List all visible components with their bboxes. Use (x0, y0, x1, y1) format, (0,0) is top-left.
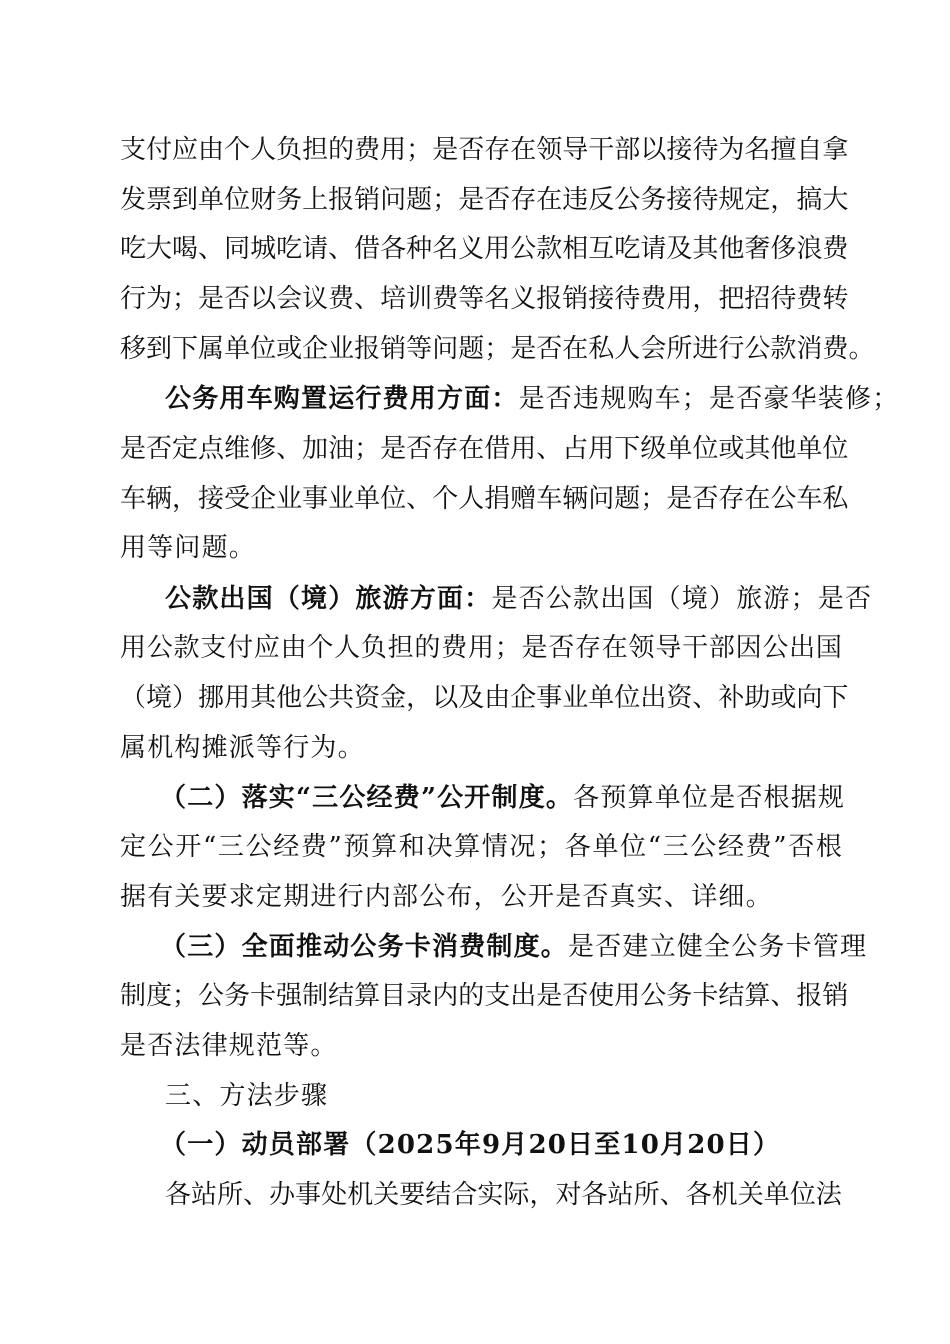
paragraph-line: 是否法律规范等。 (120, 1031, 338, 1061)
paragraph-line: 行 为 ； 是 否 以 会 议 费 、 培 训 费 等 名 义 报 销 接 待 费 用 ， 把 招 待 费 转 (120, 284, 849, 314)
paragraph-lead: （三）全面推动公务卡消费制度。 (160, 932, 569, 962)
paragraph-line: 吃 大 喝 、 同 城 吃 请 、 借 各 种 名 义 用 公 款 相 互 吃 请 及 其 他 奢 侈 浪 费 (120, 234, 849, 264)
paragraph-lead: （二）落实“三公经费”公开制度。 (160, 783, 574, 813)
paragraph-line (160, 924, 868, 970)
paragraph-text: 各预算单位是否根据规 (573, 783, 846, 813)
paragraph-line: 属机构摊派等行为。 (120, 733, 365, 763)
paragraph-line: 是 否 定 点 维 修 、 加 油 ； 是 否 存 在 借 用 、 占 用 下 级 单 位 或 其 他 单 位 (120, 434, 849, 464)
subsection-heading: （一）动员部署（2025年9月20日至10月20日） (160, 1130, 781, 1160)
paragraph-text: 是否违规购车；是否豪华装修； (518, 384, 900, 414)
paragraph-line: 用 公 款 支 付 应 由 个 人 负 担 的 费 用 ； 是 否 存 在 领 导 干 部 因 公 出 国 (120, 633, 842, 663)
paragraph-line: 制 度 ； 公 务 卡 强 制 结 算 目 录 内 的 支 出 是 否 使 用 公 务 卡 结 算 、 报 销 (120, 981, 849, 1011)
paragraph-line: 据有关要求定期进行内部公布，公开是否真实、详细。 (120, 882, 773, 912)
paragraph-text: 是否建立健全公务卡管理 (568, 932, 868, 962)
paragraph-line: 各 站 所 、 办 事 处 机 关 要 结 合 实 际 ， 对 各 站 所 、 各 机 关 单 位 法 (165, 1180, 842, 1210)
paragraph-line: 移 到 下 属 单 位 或 企 业 报 销 等 问 题 ； 是 否 在 私 人 会 所 进 行 公 款 消 费 。 (120, 334, 875, 364)
paragraph-line (165, 576, 873, 622)
paragraph-line: 用等问题。 (120, 533, 257, 563)
paragraph-line: 定 公 开 “ 三 公 经 费 ” 预 算 和 决 算 情 况 ； 各 单 位 “ 三 公 经 费 ” 否 根 (120, 832, 842, 862)
paragraph-line: 发 票 到 单 位 财 务 上 报 销 问 题 ； 是 否 存 在 违 反 公 务 接 待 规 定 ， 搞 大 (120, 185, 849, 215)
paragraph-lead: 公务用车购置运行费用方面： (165, 384, 519, 414)
paragraph-line: 车 辆 ， 接 受 企 业 事 业 单 位 、 个 人 捐 赠 车 辆 问 题 ； 是 否 存 在 公 车 私 (120, 484, 849, 514)
paragraph-line: （ 境 ） 挪 用 其 他 公 共 资 金 ， 以 及 由 企 事 业 单 位 出 资 、 补 助 或 向 下 (120, 683, 849, 713)
paragraph-line: 支 付 应 由 个 人 负 担 的 费 用 ； 是 否 存 在 领 导 干 部 以 接 待 为 名 擅 自 拿 (120, 135, 849, 165)
paragraph-line (160, 775, 846, 821)
section-heading: 三、方法步骤 (165, 1081, 329, 1111)
paragraph-text: 是否公款出国（境）旅游；是否 (491, 584, 873, 614)
paragraph-lead: 公款出国（境）旅游方面： (165, 584, 492, 614)
paragraph-line (165, 376, 900, 422)
